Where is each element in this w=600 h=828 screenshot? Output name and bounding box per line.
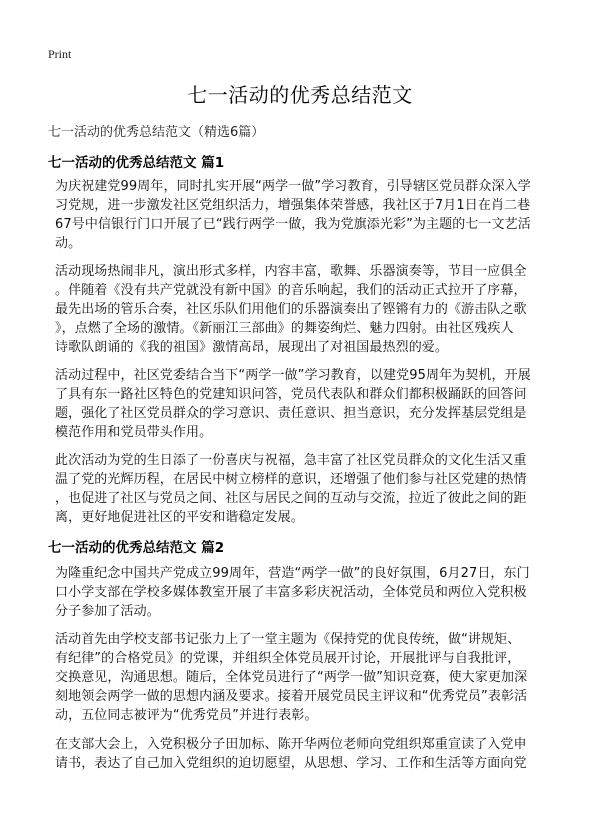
paragraph-1-1 [55,177,547,253]
paragraph-line: 口小学支部在学校多媒体教室开展了丰富多彩庆祝活动，全体党员和两位入党积极 [55,585,527,600]
paragraph-line: 温了党的光辉历程，在居民中树立榜样的意识，还增强了他们参与社区党建的热情 [55,472,527,487]
paragraph-line: 为庆祝建党99周年，同时扎实开展“两学一做”学习教育，引导辖区党员群众深入学 [55,179,531,194]
paragraph-1-2 [55,262,547,357]
print-label: Print [48,47,72,61]
paragraph-line: 习党规，进一步激发社区党组织活力，增强集体荣誉感，我社区于7月1日在肖二巷 [55,198,531,213]
paragraph-line: 在支部大会上，入党积极分子田加标、陈开华两位老师向党组织郑重宣读了入党申 [55,737,527,752]
paragraph-line: 刻地领会两学一做的思想内涵及要求。接着开展党员民主评议和“优秀党员”表彰活 [55,689,528,704]
paragraph-line: 》，点燃了全场的激情。《新丽江三部曲》的舞姿绚烂、魅力四射。由社区残疾人 [55,321,514,336]
paragraph-line: 活动首先由学校支部书记张力上了一堂主题为《保持党的优良传统，做“讲规矩、 [55,632,521,647]
section-heading-2: 七一活动的优秀总结范文 篇2 [48,540,225,556]
paragraph-line: 最先出场的管乐合奏，社区乐队们用他们的乐器演奏出了铿锵有力的《游击队之歌 [55,302,527,317]
paragraph-2-1 [55,564,547,621]
document-subtitle: 七一活动的优秀总结范文（精选6篇） [48,125,265,140]
paragraph-line: 了具有东一路社区特色的党建知识问答，党员代表队和群众们都积极踊跃的回答问 [55,387,527,402]
paragraph-line: 。伴随着《没有共产党就没有新中国》的音乐响起，我们的活动正式拉开了序幕， [55,283,527,298]
paragraph-line: 动。 [55,236,82,251]
section-heading-1: 七一活动的优秀总结范文 篇1 [48,155,225,171]
paragraph-line: 模范作用和党员带头作用。 [55,425,213,440]
paragraph-line: 动，五位同志被评为“优秀党员”并进行表彰。 [55,708,318,723]
paragraph-line: 离，更好地促进社区的平安和谐稳定发展。 [55,510,304,525]
paragraph-2-3 [55,735,547,773]
paragraph-2-2 [55,630,547,725]
paragraph-line: 活动现场热闹非凡，演出形式多样，内容丰富，歌舞、乐器演奏等，节目一应俱全 [55,264,527,279]
paragraph-line: 67号中信银行门口开展了已“践行两学一做，我为党旗添光彩”为主题的七一文艺活 [55,217,531,232]
paragraph-line: 此次活动为党的生日添了一份喜庆与祝福，急丰富了社区党员群众的文化生活又重 [55,453,527,468]
paragraph-line: 交换意见，沟通思想。随后，全体党员进行了“两学一做”知识竞赛，使大家更加深 [55,670,528,685]
paragraph-line: 请书，表达了自己加入党组织的迫切愿望，从思想、学习、工作和生活等方面向党 [55,756,527,771]
paragraph-line: 题，强化了社区党员群众的学习意识、责任意识、担当意识，充分发挥基层党组是 [55,406,527,421]
page-title: 七一活动的优秀总结范文 [187,83,413,107]
paragraph-1-4 [55,451,547,527]
paragraph-line: 分子参加了活动。 [55,604,160,619]
paragraph-line: 活动过程中，社区党委结合当下“两学一做”学习教育，以建党95周年为契机，开展 [55,368,531,383]
paragraph-line: 有纪律”的合格党员》的党课，并组织全体党员展开讨论，开展批评与自我批评， [55,651,521,666]
paragraph-line: 为隆重纪念中国共产党成立99周年，营造“两学一做”的良好氛围，6月27日，东门 [55,566,530,581]
paragraph-line: 诗歌队朗诵的《我的祖国》激情高昂，展现出了对祖国最热烈的爱。 [55,340,449,355]
paragraph-line: ，也促进了社区与党员之间、社区与居民之间的互动与交流，拉近了彼此之间的距 [55,491,527,506]
paragraph-1-3 [55,366,547,442]
